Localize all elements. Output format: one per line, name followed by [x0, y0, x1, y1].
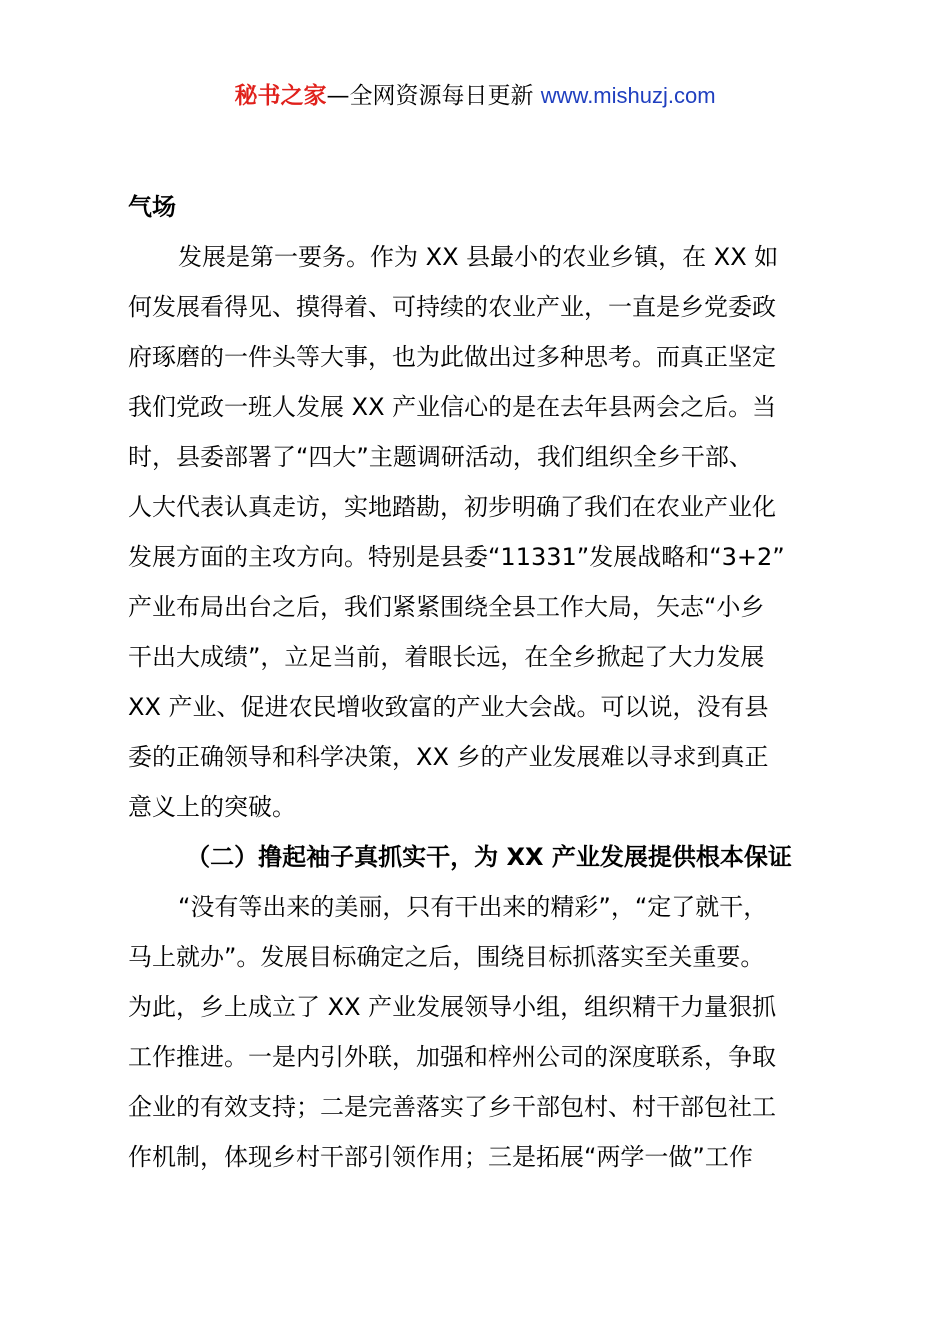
paragraph-line: “没有等出来的美丽，只有干出来的精彩”，“定了就干， — [178, 893, 768, 921]
paragraph-line: 发展是第一要务。作为 XX 县最小的农业乡镇，在 XX 如 — [178, 243, 779, 271]
paragraph-line: 企业的有效支持；二是完善落实了乡干部包村、村干部包社工 — [128, 1093, 776, 1121]
paragraph-line: 发展方面的主攻方向。特别是县委“11331”发展战略和“3+2” — [128, 543, 785, 571]
document-body — [128, 182, 834, 1182]
paragraph-line: 为此，乡上成立了 XX 产业发展领导小组，组织精干力量狠抓 — [128, 993, 777, 1021]
paragraph-line: 马上就办”。发展目标确定之后，围绕目标抓落实至关重要。 — [128, 943, 765, 971]
subsection-heading: （二）撸起袖子真抓实干，为 XX 产业发展提供根本保证 — [186, 843, 792, 871]
paragraph-line: 产业布局出台之后，我们紧紧围绕全县工作大局，矢志“小乡 — [128, 593, 765, 621]
paragraph-line: 时，县委部署了“四大”主题调研活动，我们组织全乡干部、 — [128, 443, 753, 471]
site-url-link[interactable]: www.mishuzj.com — [540, 83, 716, 108]
paragraph-line: 人大代表认真走访，实地踏勘，初步明确了我们在农业产业化 — [128, 493, 776, 521]
banner-tagline: —全网资源每日更新 — [326, 83, 541, 109]
site-banner — [0, 80, 950, 112]
paragraph-line: 作机制，体现乡村干部引领作用；三是拓展“两学一做”工作 — [128, 1143, 753, 1171]
paragraph-line: 干出大成绩”，立足当前，着眼长远，在全乡掀起了大力发展 — [128, 643, 765, 671]
paragraph-line: 意义上的突破。 — [128, 793, 296, 821]
brand-name: 秘书之家 — [234, 83, 327, 109]
paragraph-line: 委的正确领导和科学决策，XX 乡的产业发展难以寻求到真正 — [128, 743, 769, 771]
section-heading-continued: 气场 — [128, 193, 176, 221]
paragraph-line: 何发展看得见、摸得着、可持续的农业产业，一直是乡党委政 — [128, 293, 776, 321]
paragraph-line: 府琢磨的一件头等大事，也为此做出过多种思考。而真正坚定 — [128, 343, 776, 371]
paragraph-line: XX 产业、促进农民增收致富的产业大会战。可以说，没有县 — [128, 693, 769, 721]
paragraph-line: 工作推进。一是内引外联，加强和梓州公司的深度联系，争取 — [128, 1043, 776, 1071]
paragraph-line: 我们党政一班人发展 XX 产业信心的是在去年县两会之后。当 — [128, 393, 777, 421]
